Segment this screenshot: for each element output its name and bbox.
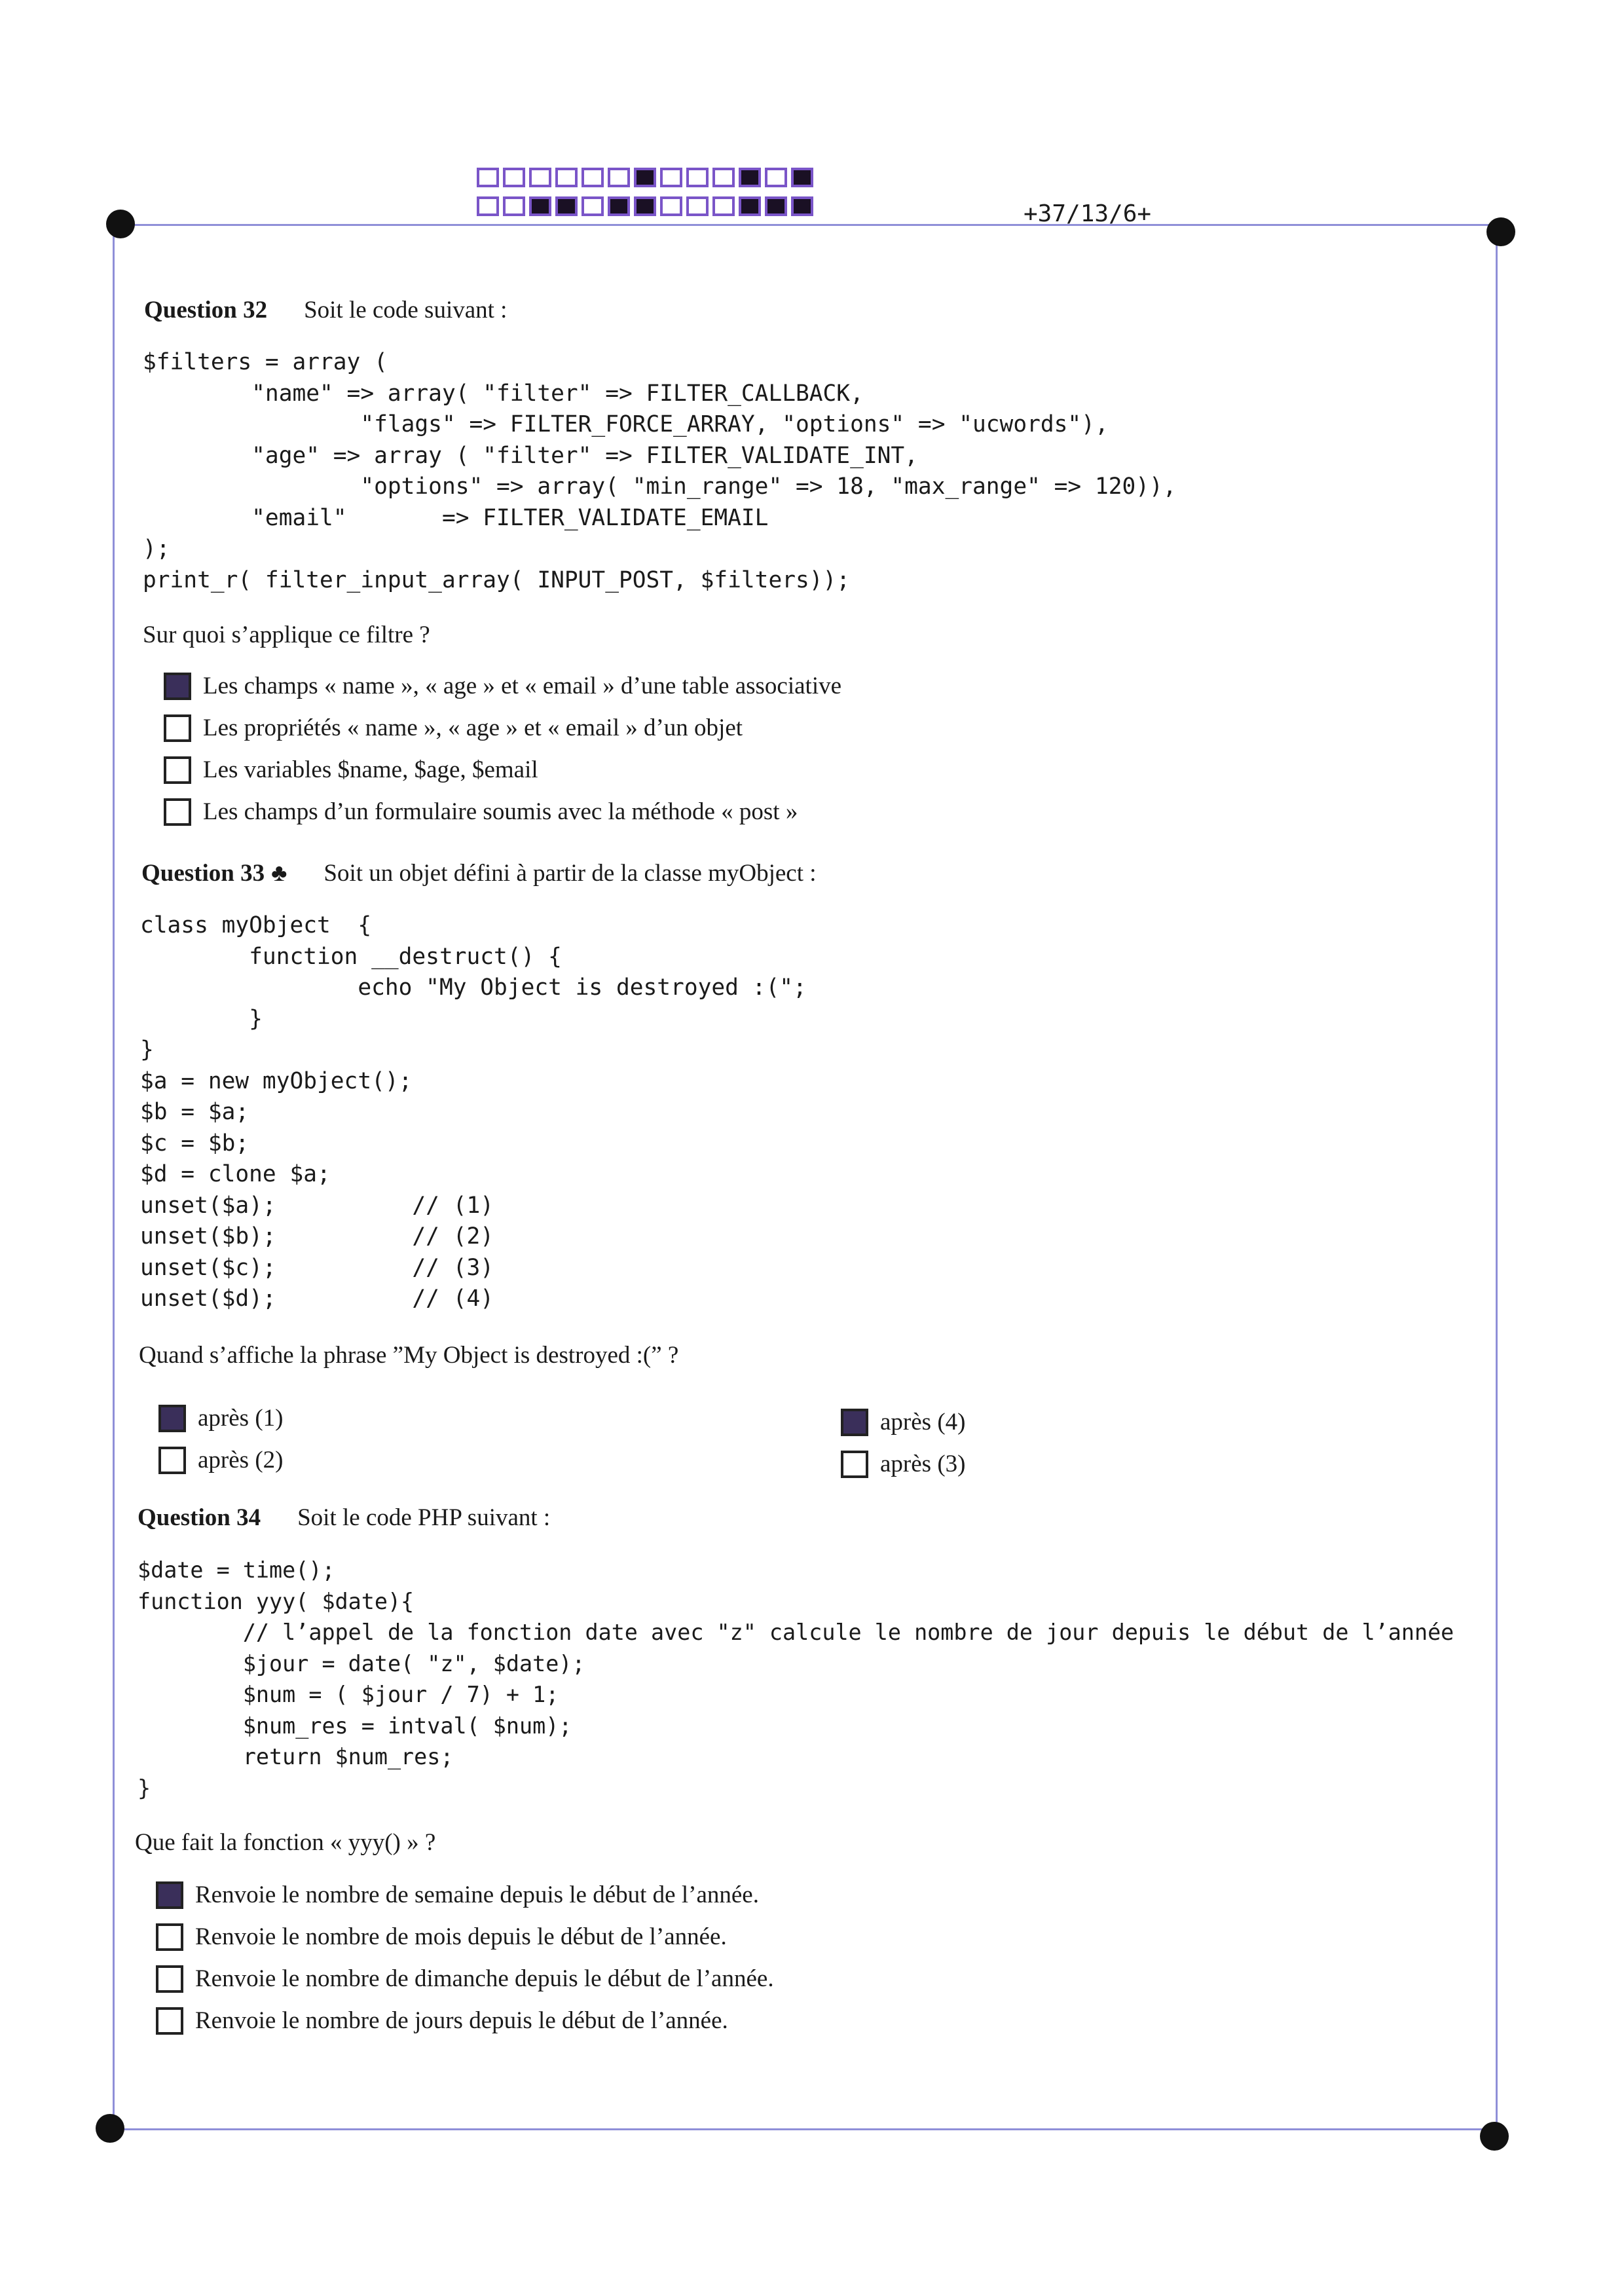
answer-label: Les champs « name », « age » et « email » d’une table associative [203,673,842,699]
barcode-cell [555,168,578,187]
answer-label: Les propriétés « name », « age » et « email » d’un objet [203,714,743,741]
frame-left-line [113,226,115,2128]
barcode-cell [529,168,551,187]
question-32-prompt: Sur quoi s’applique ce filtre ? [143,621,430,648]
barcode-cell [791,196,813,216]
club-icon: ♣ [271,860,287,887]
barcode-cell [477,168,499,187]
checkbox[interactable] [164,798,191,826]
question-33-prompt: Quand s’affiche la phrase ”My Object is destroyed :(” ? [139,1342,679,1369]
barcode-cell [634,196,656,216]
barcode-row-top [477,168,813,187]
barcode-cell [765,168,787,187]
checkbox[interactable] [156,2007,183,2035]
question-34-header [138,1504,550,1532]
checkbox[interactable] [156,1923,183,1951]
page-code: +37/13/6+ [1024,200,1152,227]
frame-right-line [1496,232,1498,2135]
answer-option[interactable] [164,756,538,784]
answer-label: Renvoie le nombre de semaine depuis le début de l’année. [195,1881,759,1908]
question-label: Question 34 [138,1504,261,1531]
answer-option[interactable] [841,1450,965,1478]
code-block-q33: class myObject { function __destruct() { echo "My Object is destroyed :("; } } $a = new myObject(); $b = $a; $c = $b; $d = clone $a; unset($a); // (1) unset($b); // (2) unset($c); // (3) unset($d); // (4) [140,912,807,1312]
checkbox[interactable] [156,1881,183,1909]
answer-option[interactable] [841,1408,965,1436]
answer-option[interactable] [156,1923,727,1951]
answer-option[interactable] [164,798,798,826]
answer-label: après (1) [198,1405,284,1432]
answer-option[interactable] [164,714,743,742]
answer-label: après (2) [198,1447,284,1473]
barcode-cell [581,196,604,216]
corner-marker-bottom-right [1480,2122,1509,2151]
question-32-header [144,296,507,324]
corner-marker-bottom-left [96,2114,124,2143]
barcode-cell [791,168,813,187]
question-33-header [141,859,817,887]
barcode-row-bottom [477,196,813,216]
question-intro: Soit le code PHP suivant : [297,1504,551,1531]
checkbox[interactable] [156,1965,183,1993]
barcode-cell [660,168,682,187]
answer-label: après (4) [880,1409,966,1435]
answer-option[interactable] [164,672,841,700]
barcode-cell [765,196,787,216]
barcode-cell [608,196,630,216]
question-intro: Soit un objet défini à partir de la classe myObject : [323,860,817,887]
code-block-q32: $filters = array ( "name" => array( "filter" => FILTER_CALLBACK, "flags" => FILTER_FORCE_ARRAY, "options" => "ucwords"), "age" => array ( "filter" => FILTER_VALIDATE_INT, "options" => array( "min_range" => 18, "max_range" => 120)), "email" => FILTER_VALIDATE_EMAIL ); print_r( filter_input_array( INPUT_POST, $filters)); [143,349,1177,593]
barcode-cell [503,168,525,187]
answer-option[interactable] [156,2007,728,2035]
barcode-cell [503,196,525,216]
answer-option[interactable] [156,1881,759,1909]
answer-option[interactable] [156,1965,774,1993]
code-block-q34: $date = time(); function yyy( $date){ // l’appel de la fonction date avec "z" calcule le nombre de jour depuis le début de l’année $jour = date( "z", $date); $num = ( $jour / 7) + 1; $num_res = intval( $num); return $num_res; } [138,1557,1454,1801]
answer-label: Renvoie le nombre de mois depuis le début de l’année. [195,1923,727,1950]
question-label [141,860,287,887]
checkbox[interactable] [841,1451,868,1478]
answer-label: après (3) [880,1451,966,1477]
checkbox[interactable] [164,673,191,700]
barcode-cell [712,196,735,216]
checkbox[interactable] [841,1409,868,1436]
question-34-prompt: Que fait la fonction « yyy() » ? [135,1829,436,1856]
checkbox[interactable] [164,756,191,784]
barcode-cell [634,168,656,187]
frame-bottom-line [111,2128,1493,2130]
barcode-cell [529,196,551,216]
checkbox[interactable] [164,714,191,742]
barcode-cell [686,168,709,187]
corner-marker-top-right [1486,217,1515,246]
corner-marker-top-left [106,210,135,238]
checkbox[interactable] [158,1405,186,1432]
checkbox[interactable] [158,1447,186,1474]
answer-option[interactable] [158,1404,283,1432]
answer-option[interactable] [158,1446,283,1474]
barcode-cell [608,168,630,187]
barcode-cell [660,196,682,216]
question-label-text: Question 33 [141,860,265,887]
barcode-cell [555,196,578,216]
frame-top-line [120,224,1500,226]
barcode-cell [739,196,761,216]
barcode-cell [686,196,709,216]
answer-label: Renvoie le nombre de jours depuis le début de l’année. [195,2007,728,2034]
barcode-cell [581,168,604,187]
barcode-cell [739,168,761,187]
answer-label: Renvoie le nombre de dimanche depuis le début de l’année. [195,1965,774,1992]
question-intro: Soit le code suivant : [304,297,507,324]
answer-label: Les variables $name, $age, $email [203,756,538,783]
barcode-cell [712,168,735,187]
question-label: Question 32 [144,297,268,324]
answer-label: Les champs d’un formulaire soumis avec la méthode « post » [203,798,798,825]
barcode-cell [477,196,499,216]
